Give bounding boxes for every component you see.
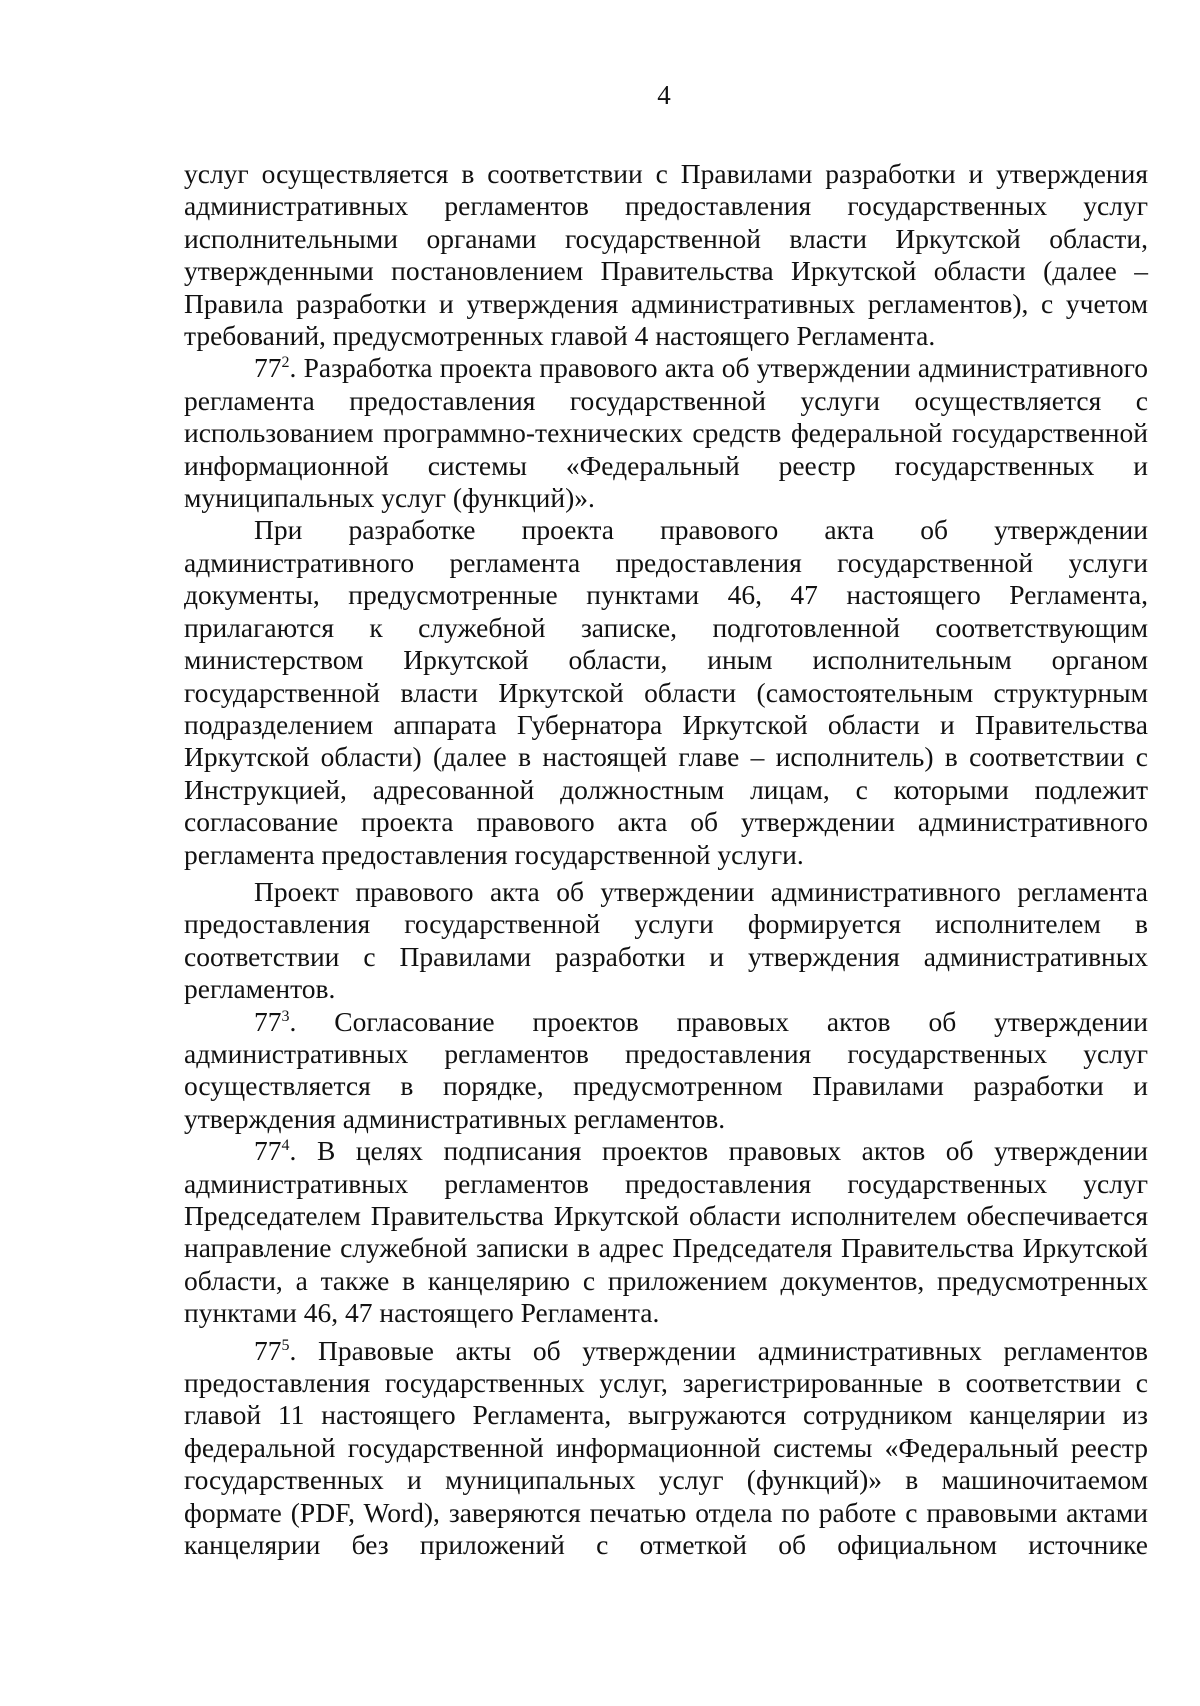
paragraph-77-4 [184, 1135, 1148, 1329]
paragraph-draft [184, 876, 1148, 1006]
paragraph-text: . В целях подписания проектов правовых актов об утверждении административных регламентов предоставления государственных услуг Председателем Правительства Иркутской области исполнителем обеспечивается направление служебной записки в адрес Председателя Правительства Иркутской области, а также в канцелярию с приложением документов, предусмотренных пунктами 46, 47 настоящего Регламента. [184, 1135, 1148, 1329]
paragraph-text: . Разработка проекта правового акта об утверждении административного регламента предоставления государственной услуги осуществляется с использованием программно-технических средств федеральной государственной информационной системы «Федеральный реестр государственных и муниципальных услуг (функций)». [184, 352, 1148, 514]
document-body [184, 158, 1148, 1561]
paragraph-text: Проект правового акта об утверждении административного регламента предоставления государственной услуги формируется исполнителем в соответствии с Правилами разработки и утверждения административных регламентов. [184, 875, 1148, 1005]
paragraph-text: . Правовые акты об утверждении административных регламентов предоставления государственных услуг, зарегистрированные в соответствии с главой 11 настоящего Регламента, выгружаются сотрудником канцелярии из федеральной государственной информационной системы «Федеральный реестр государственных и муниципальных услуг (функций)» в машиночитаемом формате (PDF, Word), заверяются печатью отдела по работе с правовыми актами канцелярии без приложений с отметкой об официальном источнике [184, 1334, 1148, 1561]
clause-number: $77^3$ [254, 1005, 290, 1037]
page-number: 4 [657, 80, 671, 110]
paragraph-intro [184, 158, 1148, 352]
paragraph-77-3 [184, 1006, 1148, 1136]
paragraph-development [184, 514, 1148, 870]
paragraph-text: . Согласование проектов правовых актов об утверждении административных регламентов предоставления государственных услуг осуществляется в порядке, предусмотренном Правилами разработки и утверждения административных регламентов. [184, 1005, 1148, 1134]
paragraph-text: При разработке проекта правового акта об утверждении административного регламента предоставления государственной услуги документы, предусмотренные пунктами 46, 47 настоящего Регламента, прилагаются к служебной записке, подготовленной соответствующим министерством Иркутской области, иным исполнительным органом государственной власти Иркутской области (самостоятельным структурным подразделением аппарата Губернатора Иркутской области и Правительства Иркутской области) (далее в настоящей главе – исполнитель) в соответствии с Инструкцией, адресованной должностным лицам, с которыми подлежит согласование проекта правового акта об утверждении административного регламента предоставления государственной услуги. [184, 514, 1148, 870]
clause-number: $77^4$ [254, 1135, 290, 1167]
paragraph-77-5 [184, 1335, 1148, 1562]
clause-number: $77^5$ [254, 1334, 290, 1366]
clause-number: $77^2$ [254, 352, 290, 384]
paragraph-text: услуг осуществляется в соответствии с Правилами разработки и утверждения административных регламентов предоставления государственных услуг исполнительными органами государственной власти Иркутской области, утвержденными постановлением Правительства Иркутской области (далее – Правила разработки и утверждения административных регламентов), с учетом требований, предусмотренных главой 4 настоящего Регламента. [184, 158, 1148, 352]
paragraph-77-2 [184, 352, 1148, 514]
